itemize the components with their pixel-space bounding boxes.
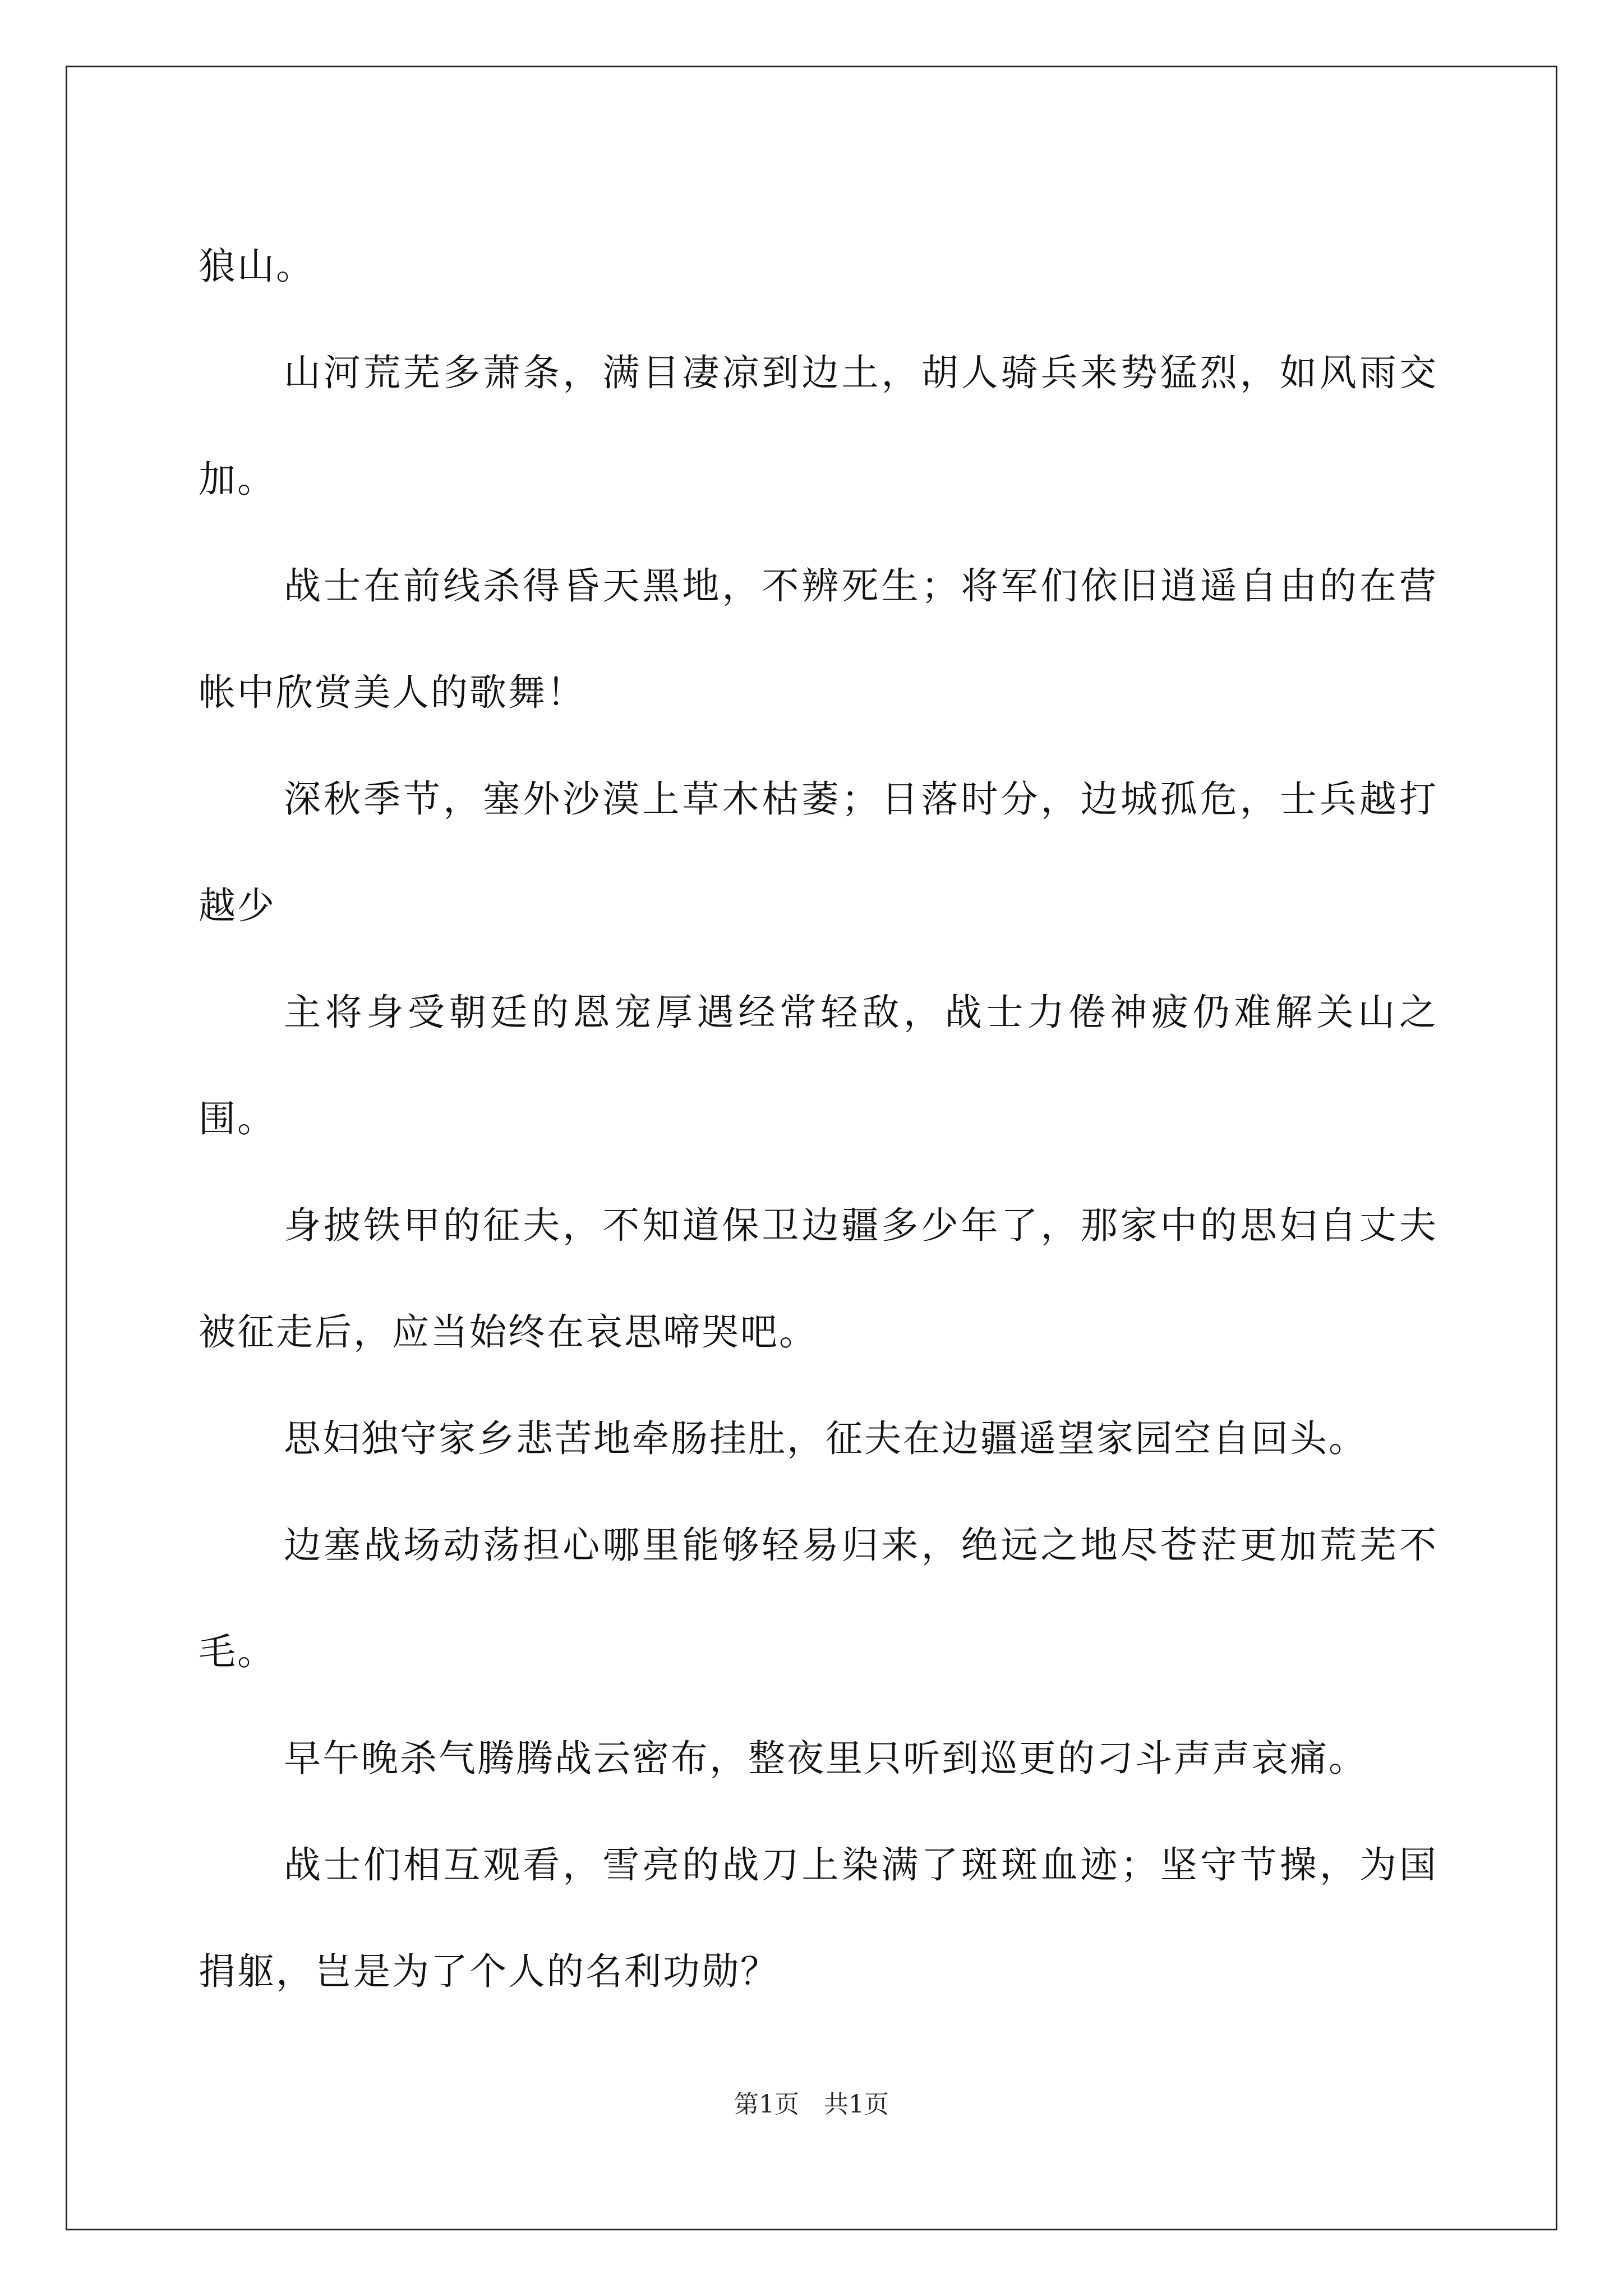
page-number-current: 第1页 <box>734 2090 799 2119</box>
document-body <box>199 213 1438 2025</box>
paragraph-2: 山河荒芜多萧条，满目凄凉到边土，胡人骑兵来势猛烈，如风雨交加。 <box>199 351 1438 501</box>
paragraph-8: 边塞战场动荡担心哪里能够轻易归来，绝远之地尽苍茫更加荒芜不毛。 <box>199 1524 1438 1673</box>
paragraph-1: 狼山。 <box>199 245 315 288</box>
paragraph-7: 思妇独守家乡悲苦地牵肠挂肚，征夫在边疆遥望家园空自回头。 <box>284 1417 1367 1460</box>
paragraph-6: 身披铁甲的征夫，不知道保卫边疆多少年了，那家中的思妇自丈夫被征走后，应当始终在哀思啼哭吧。 <box>199 1204 1438 1354</box>
paragraph-9: 早午晚杀气腾腾战云密布，整夜里只听到巡更的刁斗声声哀痛。 <box>284 1737 1367 1780</box>
page-footer <box>0 2088 1623 2122</box>
paragraph-3: 战士在前线杀得昏天黑地，不辨死生；将军们依旧逍遥自由的在营帐中欣赏美人的歌舞！ <box>199 564 1438 714</box>
page-number-total: 共1页 <box>824 2090 889 2119</box>
paragraph-4: 深秋季节，塞外沙漠上草木枯萎；日落时分，边城孤危，士兵越打越少 <box>199 777 1438 927</box>
paragraph-10: 战士们相互观看，雪亮的战刀上染满了斑斑血迹；坚守节操，为国捐躯，岂是为了个人的名利功勋？ <box>199 1843 1438 1993</box>
paragraph-5: 主将身受朝廷的恩宠厚遇经常轻敌，战士力倦神疲仍难解关山之围。 <box>199 991 1438 1140</box>
